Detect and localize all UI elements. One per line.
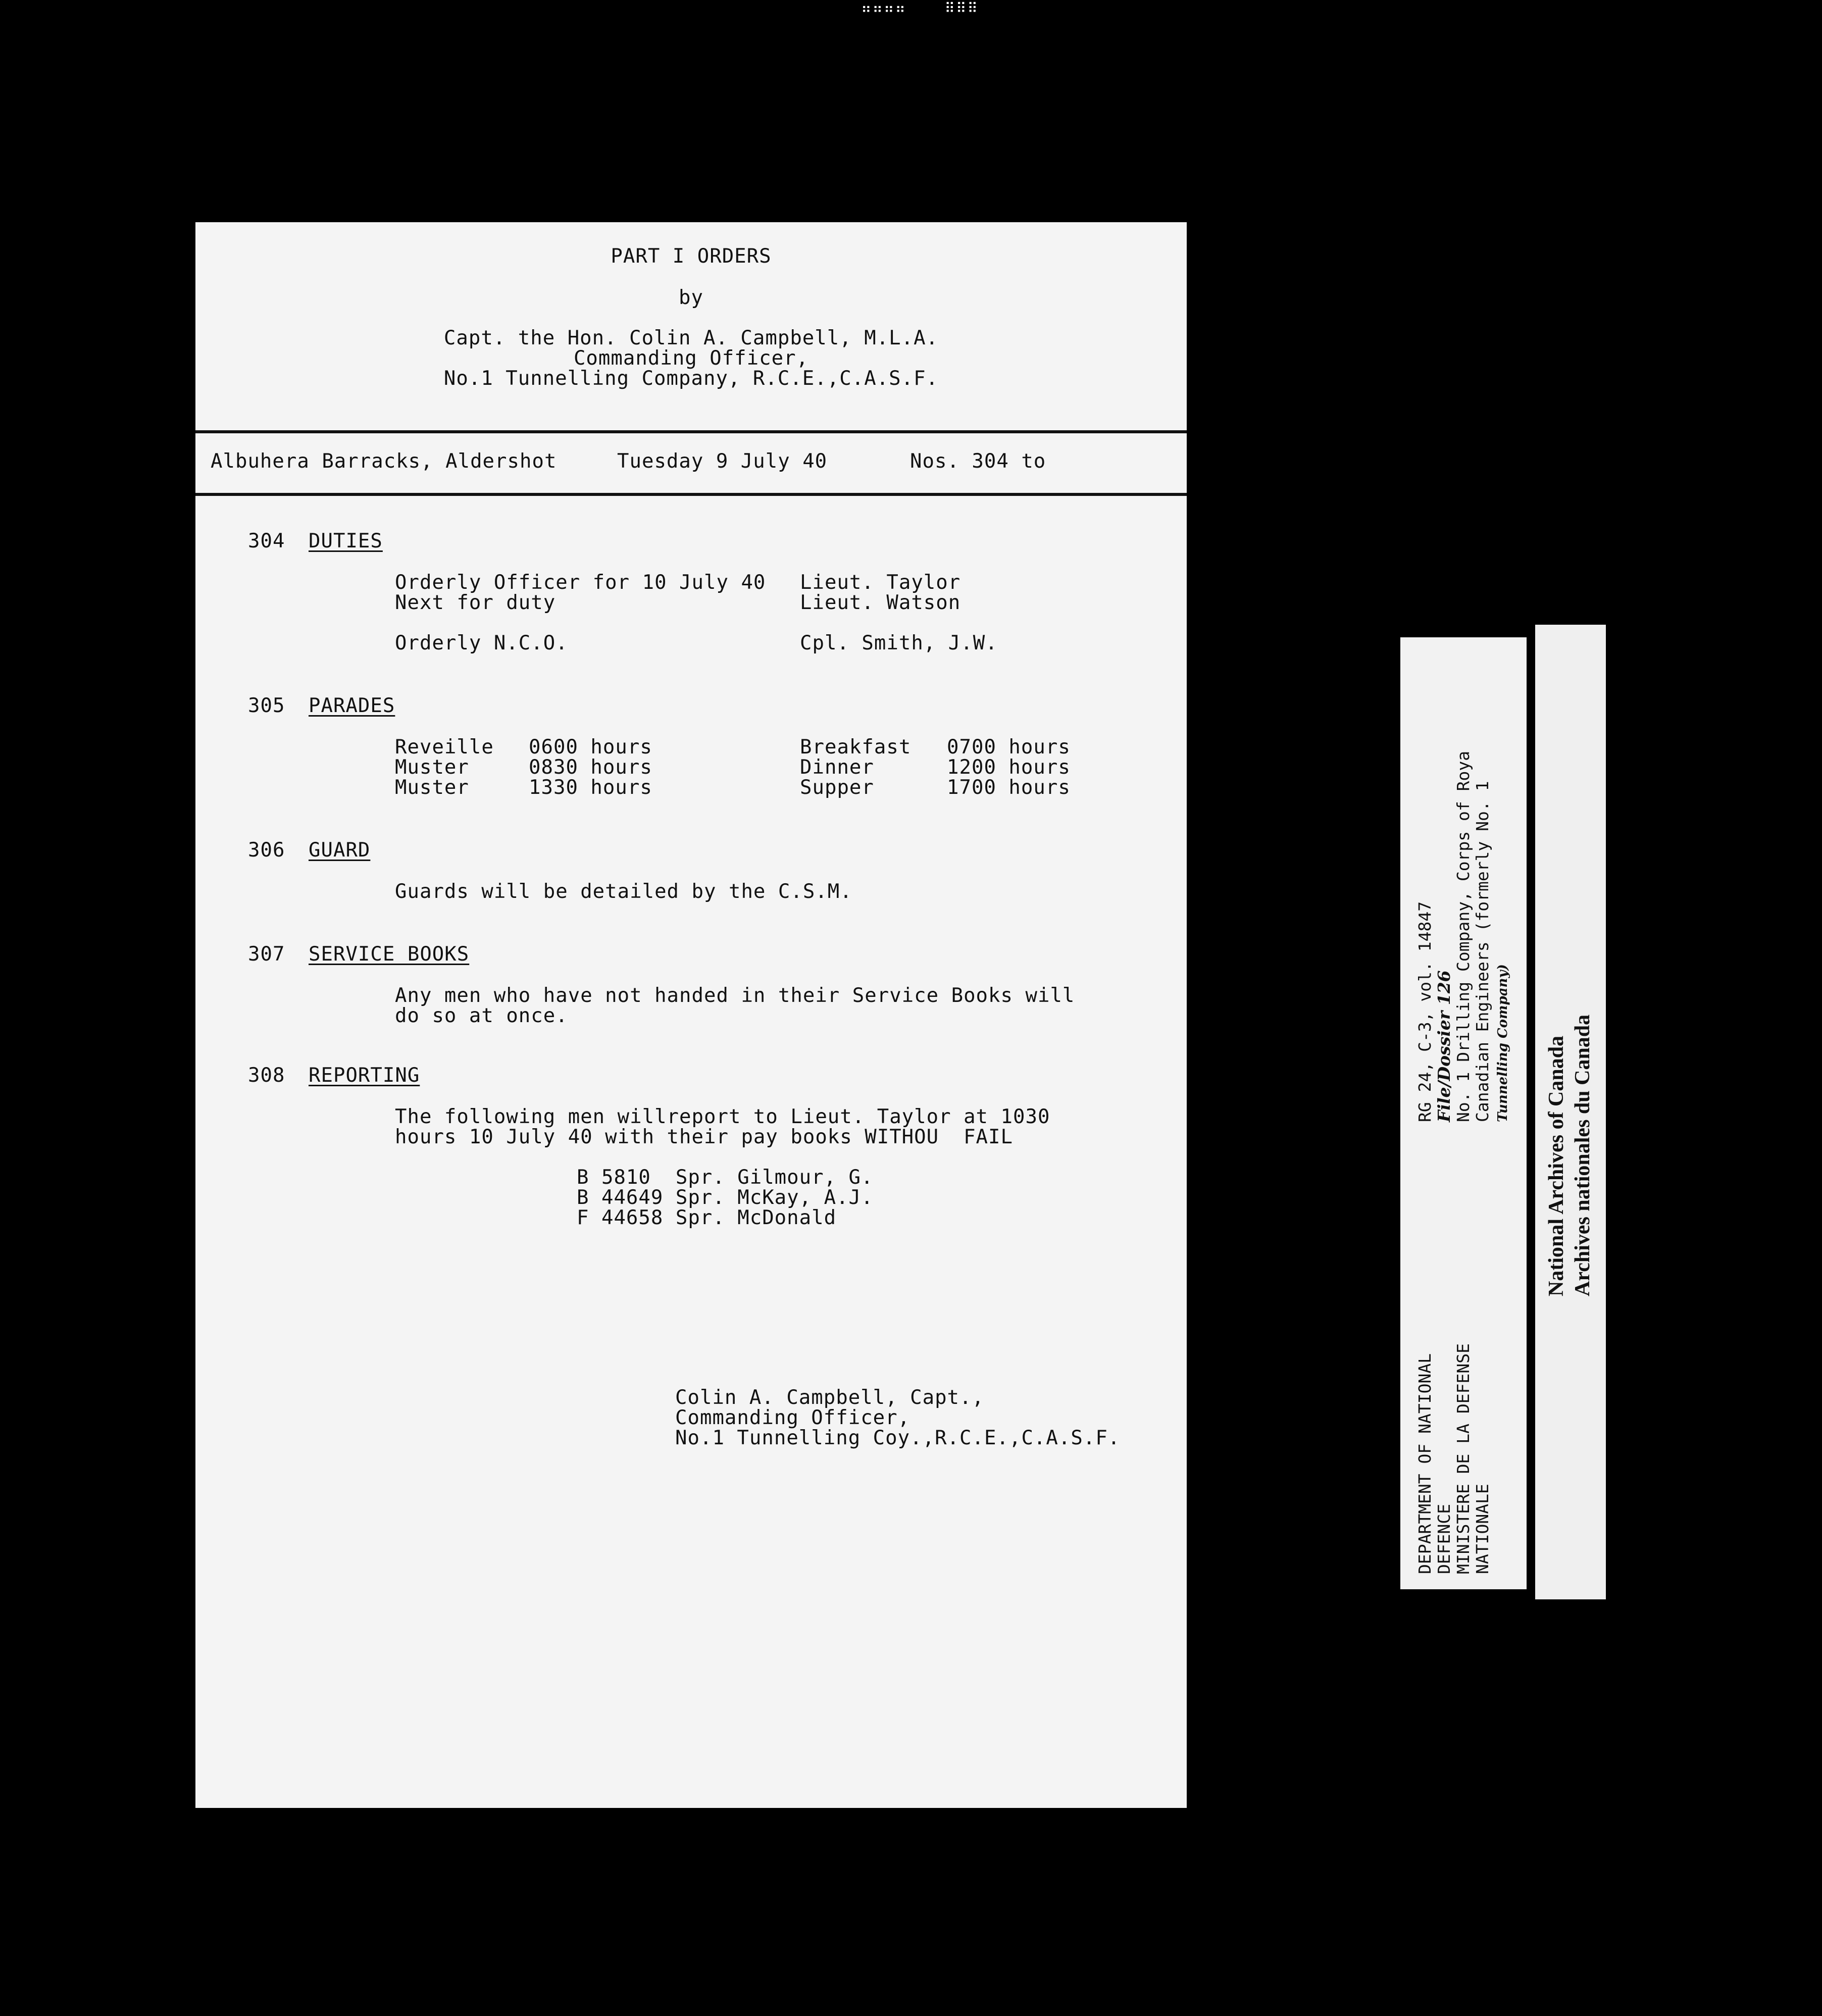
parade-time: 0600 hours [529, 736, 652, 759]
archives-strip [1535, 625, 1606, 1599]
item-number: 307 [248, 943, 285, 966]
parade-time: 1700 hours [947, 776, 1071, 799]
officer-title: Commanding Officer, [573, 347, 809, 370]
parade-time: 1200 hours [947, 756, 1071, 779]
parade-name: Supper [800, 776, 874, 799]
reporting-text: hours 10 July 40 with their pay books WITHOU FAIL [395, 1126, 1013, 1148]
parade-name: Dinner [800, 756, 874, 779]
parade-name: Reveille [395, 736, 494, 759]
item-number: 305 [248, 694, 285, 717]
nac-english: National Archives of Canada [1545, 1035, 1568, 1296]
signature-title: Commanding Officer, [675, 1406, 910, 1429]
section-heading-duties: DUTIES [309, 530, 383, 552]
reporting-text: The following men willreport to Lieut. Taylor at 1030 [395, 1105, 1050, 1128]
department-line: DEFENCE [1434, 1503, 1454, 1574]
document-page [195, 222, 1187, 1808]
parade-time: 1330 hours [529, 776, 652, 799]
reporting-man: F 44658 Spr. McDonald [577, 1206, 837, 1229]
unit-name: No.1 Tunnelling Company, R.C.E.,C.A.S.F. [443, 367, 939, 390]
duty-value: Lieut. Taylor [800, 571, 961, 594]
unit-description: Canadian Engineers (formerly No. 1 [1473, 781, 1492, 1122]
guard-text: Guards will be detailed by the C.S.M. [395, 880, 852, 903]
parade-time: 0700 hours [947, 736, 1071, 759]
archive-label [1400, 637, 1527, 1589]
record-group-ref: RG 24, C-3, vol. 14847 [1415, 901, 1435, 1122]
reporting-man: B 5810 Spr. Gilmour, G. [577, 1166, 874, 1189]
department-line: NATIONALE [1473, 1484, 1492, 1574]
reporting-man: B 44649 Spr. McKay, A.J. [577, 1186, 874, 1209]
parade-name: Muster [395, 756, 469, 779]
document-title: PART I ORDERS [611, 245, 772, 268]
banner-date: Tuesday 9 July 40 [617, 450, 828, 473]
nac-french: Archives nationales du Canada [1571, 1014, 1594, 1296]
duty-value: Cpl. Smith, J.W. [800, 632, 998, 654]
item-number: 308 [248, 1064, 285, 1087]
duty-value: Lieut. Watson [800, 591, 961, 614]
section-heading-service-books: SERVICE BOOKS [309, 943, 470, 966]
service-books-text: do so at once. [395, 1004, 568, 1027]
duty-label: Orderly Officer for 10 July 40 [395, 571, 766, 594]
department-line: MINISTERE DE LA DEFENSE [1453, 1343, 1473, 1574]
signature-name: Colin A. Campbell, Capt., [675, 1386, 984, 1409]
duty-label: Orderly N.C.O. [395, 632, 568, 654]
file-dossier-ref: File/Dossier 126 [1434, 970, 1454, 1122]
section-heading-reporting: REPORTING [309, 1064, 420, 1087]
item-number: 306 [248, 839, 285, 862]
unit-description: No. 1 Drilling Company, Corps of Roya [1453, 750, 1473, 1122]
parade-time: 0830 hours [529, 756, 652, 779]
parade-name: Muster [395, 776, 469, 799]
service-books-text: Any men who have not handed in their Service Books will [395, 984, 1075, 1007]
department-line: DEPARTMENT OF NATIONAL [1415, 1353, 1435, 1574]
item-number: 304 [248, 530, 285, 552]
top-rule [195, 430, 1187, 433]
bottom-rule [195, 493, 1187, 496]
officer-name: Capt. the Hon. Colin A. Campbell, M.L.A. [443, 327, 939, 349]
duty-label: Next for duty [395, 591, 556, 614]
signature-unit: No.1 Tunnelling Coy.,R.C.E.,C.A.S.F. [675, 1427, 1121, 1449]
by-line: by [679, 286, 703, 309]
unit-description-handwritten: Tunnelling Company) [1495, 964, 1510, 1122]
banner-numbers: Nos. 304 to [910, 450, 1046, 473]
section-heading-parades: PARADES [309, 694, 395, 717]
banner-location: Albuhera Barracks, Aldershot [211, 450, 557, 473]
parade-name: Breakfast [800, 736, 912, 759]
section-heading-guard: GUARD [309, 839, 371, 862]
film-marks: ⠶⠶⠶⠶ ⠿⠿⠿ [861, 0, 979, 17]
